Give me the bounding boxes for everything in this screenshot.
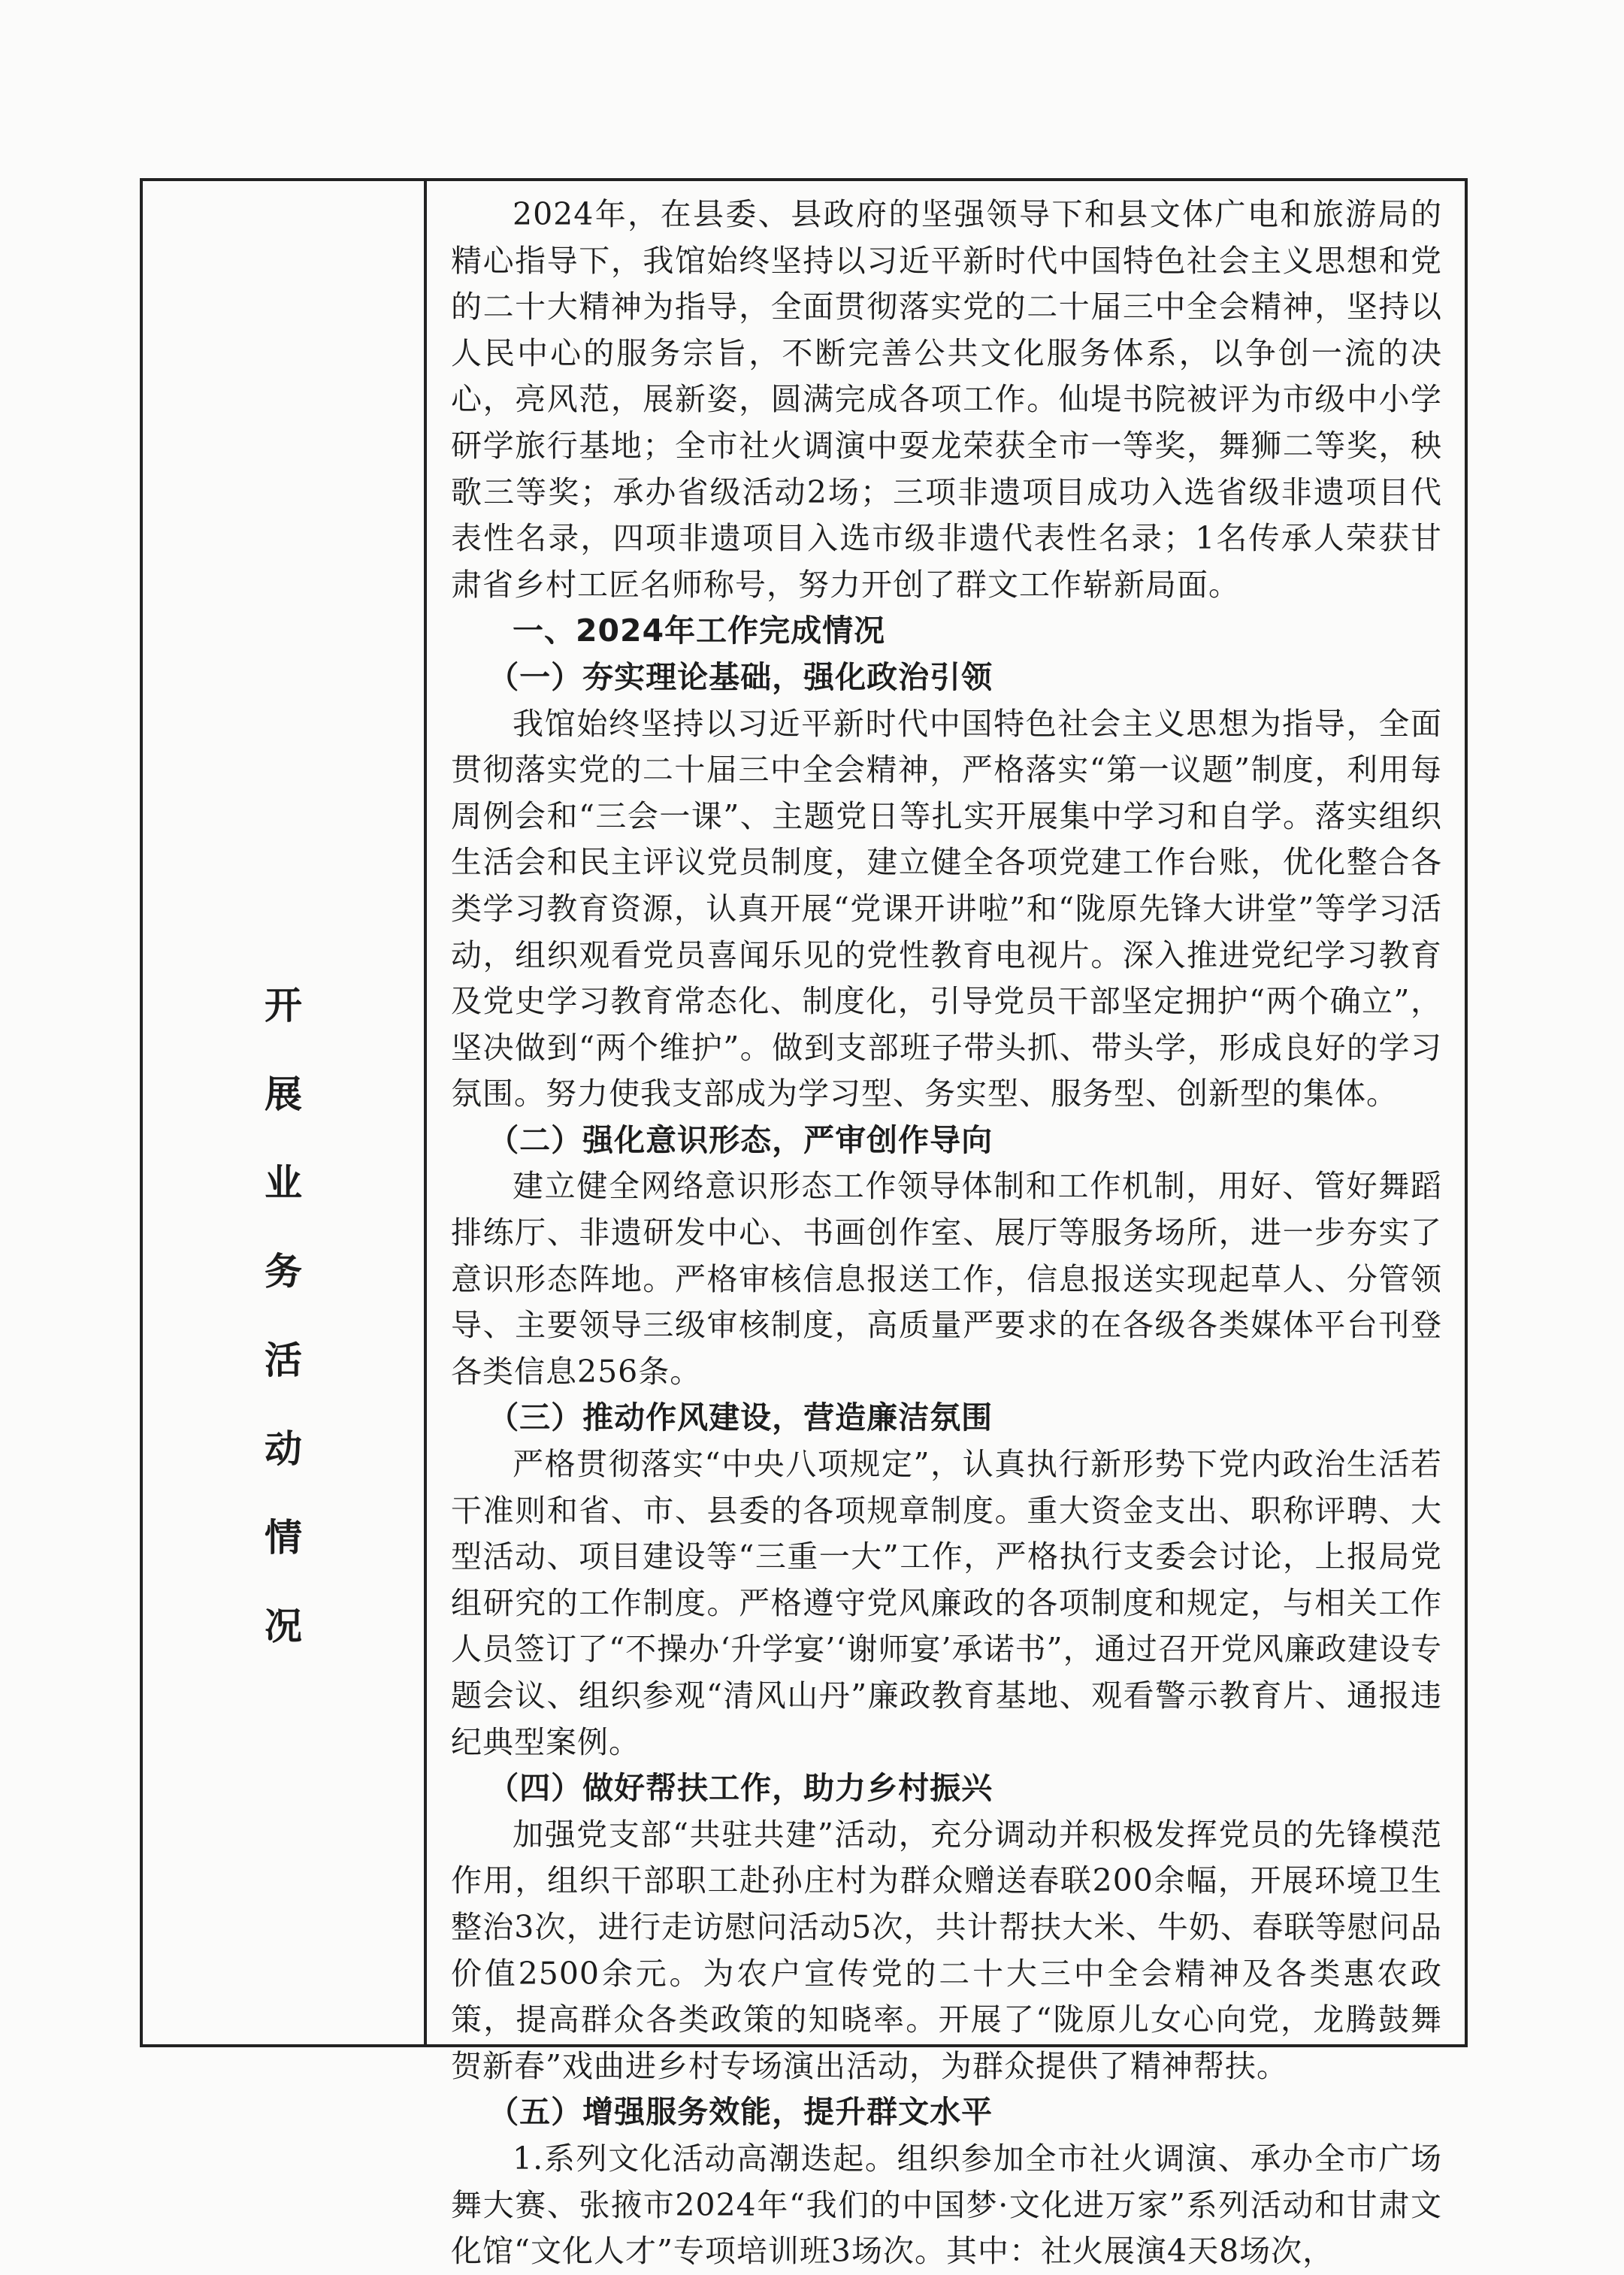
side-label-cell: [143, 181, 427, 2044]
side-label-char: 展: [265, 1072, 302, 1116]
side-label-char: 动: [265, 1427, 302, 1471]
section-heading: 一、2024年工作完成情况: [513, 613, 886, 649]
subsection-heading: （二）强化意识形态，严审创作导向: [488, 1121, 993, 1158]
body-paragraph: 1.系列文化活动高潮迭起。组织参加全市社火调演、承办全市广场舞大赛、张掖市2024年“我们的中国梦·文化进万家”系列活动和甘肃文化馆“文化人才”专项培训班3场次。其中：社火展演4天8场次，: [451, 2140, 1442, 2270]
side-label-char: 情: [265, 1516, 302, 1560]
side-label-char: 业: [265, 1161, 302, 1205]
form-table: [140, 178, 1468, 2270]
body-paragraph: 建立健全网络意识形态工作领导体制和工作机制，用好、管好舞蹈排练厅、非遗研发中心、书画创作室、展厅等服务场所，进一步夯实了意识形态阵地。严格审核信息报送工作，信息报送实现起草人、分管领导、主要领导三级审核制度，高质量严要求的在各级各类媒体平台刊登各类信息256条。: [451, 1168, 1442, 1390]
subsection-heading: （三）推动作风建设，营造廉洁氛围: [488, 1399, 993, 1436]
subsection-heading: （一）夯实理论基础，强化政治引领: [488, 658, 993, 695]
subsection-heading: （四）做好帮扶工作，助力乡村振兴: [488, 1770, 993, 1807]
side-label-char: 况: [265, 1605, 302, 1648]
side-label-char: 活: [265, 1339, 302, 1382]
body-paragraph: 严格贯彻落实“中央八项规定”，认真执行新形势下党内政治生活若干准则和省、市、县委的各项规章制度。重大资金支出、职称评聘、大型活动、项目建设等“三重一大”工作，严格执行支委会讨论，上报局党组研究的工作制度。严格遵守党风廉政的各项制度和规定，与相关工作人员签订了“不操办‘升学宴’‘谢师宴’承诺书”，通过召开党风廉政建设专题会议、组织参观“清风山丹”廉政教育基地、观看警示教育片、通报违纪典型案例。: [451, 1446, 1442, 1760]
subsection-heading: （五）增强服务效能，提升群文水平: [488, 2094, 993, 2131]
body-paragraph: 加强党支部“共驻共建”活动，充分调动并积极发挥党员的先锋模范作用，组织干部职工赴孙庄村为群众赠送春联200余幅，开展环境卫生整治3次，进行走访慰问活动5次，共计帮扶大米、牛奶、春联等慰问品价值2500余元。为农户宣传党的二十大三中全会精神及各类惠农政策，提高群众各类政策的知晓率。开展了“陇原儿女心向党，龙腾鼓舞贺新春”戏曲进乡村专场演出活动，为群众提供了精神帮扶。: [451, 1816, 1442, 2084]
side-label: [143, 978, 424, 1654]
side-label-char: 开: [265, 984, 302, 1027]
side-label-char: 务: [265, 1250, 302, 1293]
content-cell: [427, 181, 1465, 2270]
body-paragraph: 我馆始终坚持以习近平新时代中国特色社会主义思想为指导，全面贯彻落实党的二十届三中全会精神，严格落实“第一议题”制度，利用每周例会和“三会一课”、主题党日等扎实开展集中学习和自学。落实组织生活会和民主评议党员制度，建立健全各项党建工作台账，优化整合各类学习教育资源，认真开展“党课开讲啦”和“陇原先锋大讲堂”等学习活动，组织观看党员喜闻乐见的党性教育电视片。深入推进党纪学习教育及党史学习教育常态化、制度化，引导党员干部坚定拥护“两个确立”，坚决做到“两个维护”。做到支部班子带头抓、带头学，形成良好的学习氛围。努力使我支部成为学习型、务实型、服务型、创新型的集体。: [451, 705, 1442, 1112]
intro-paragraph: 2024年，在县委、县政府的坚强领导下和县文体广电和旅游局的精心指导下，我馆始终坚持以习近平新时代中国特色社会主义思想和党的二十大精神为指导，全面贯彻落实党的二十届三中全会精神，坚持以人民中心的服务宗旨，不断完善公共文化服务体系，以争创一流的决心，亮风范，展新姿，圆满完成各项工作。仙堤书院被评为市级中小学研学旅行基地；全市社火调演中耍龙荣获全市一等奖，舞狮二等奖，秧歌三等奖；承办省级活动2场；三项非遗项目成功入选省级非遗项目代表性名录，四项非遗项目入选市级非遗代表性名录；1名传承人荣获甘肃省乡村工匠名师称号，努力开创了群文工作崭新局面。: [451, 196, 1442, 603]
